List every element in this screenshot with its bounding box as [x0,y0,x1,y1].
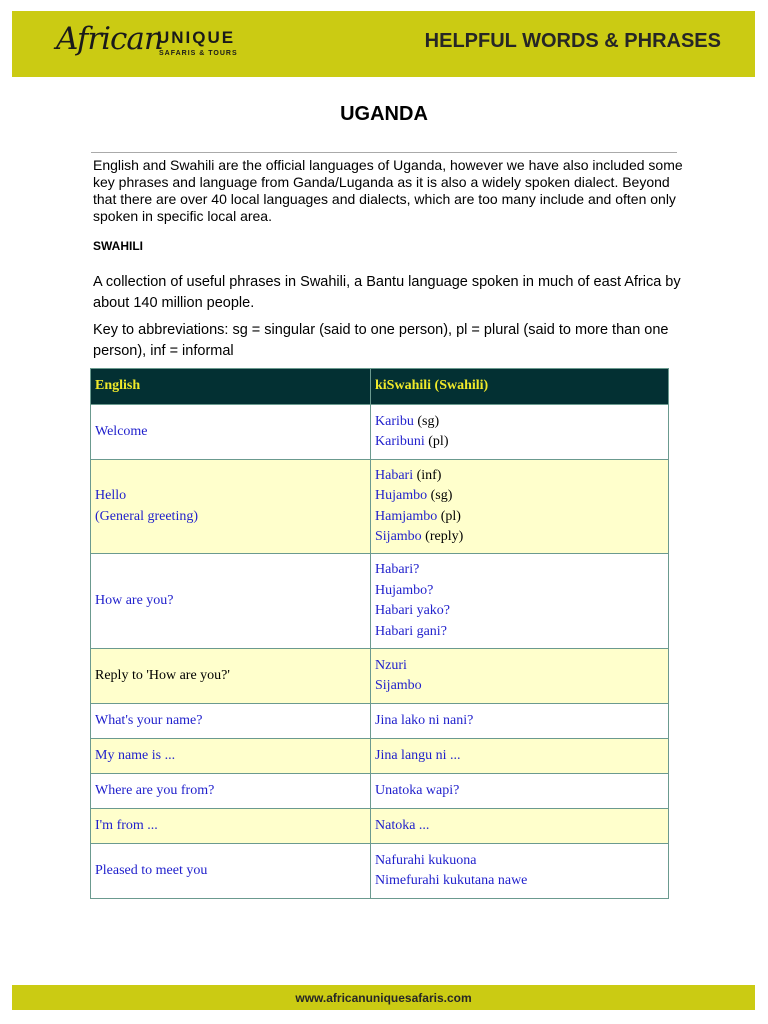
english-text: Reply to 'How are you?' [95,667,230,683]
english-text: My name is ... [95,747,176,763]
logo-script-text: African [56,21,163,57]
table-row [91,405,669,460]
swahili-term: Habari gani? [375,623,447,639]
swahili-cell [371,554,669,649]
swahili-note: (reply) [421,529,464,544]
swahili-term: Karibuni [375,434,425,449]
english-cell [91,704,371,739]
english-text: Where are you from? [95,782,215,798]
table-row [91,460,669,554]
swahili-term: Jina lako ni nani? [375,712,474,728]
page-title: UGANDA [340,103,428,125]
english-text: (General greeting) [95,508,198,524]
page-header [12,11,755,77]
swahili-term: Nzuri [375,657,407,673]
table-row [91,554,669,649]
english-cell [91,405,371,460]
english-cell [91,649,371,704]
english-text: Pleased to meet you [95,862,208,878]
swahili-cell [371,739,669,774]
swahili-term: Hujambo [375,488,428,503]
swahili-cell [371,844,669,899]
swahili-note: (pl) [437,508,461,524]
swahili-term: Habari [375,467,414,483]
column-header-english: English [91,369,371,405]
swahili-cell [371,809,669,844]
swahili-note: (sg) [413,413,440,429]
table-row [91,739,669,774]
swahili-description: A collection of useful phrases in Swahili, a Bantu language spoken in much of east Africa by about 140 million people. [93,274,681,311]
swahili-cell [371,774,669,809]
swahili-cell [371,704,669,739]
swahili-term: Nimefurahi kukutana nawe [375,873,528,888]
phrase-table [90,368,669,899]
swahili-term: Unatoka wapi? [375,782,460,798]
english-text: I'm from ... [95,817,158,833]
english-text: How are you? [95,592,174,608]
english-text: Hello [95,488,127,503]
table-header-row [91,369,669,405]
english-cell [91,460,371,554]
swahili-term: Sijambo [375,678,422,693]
english-cell [91,739,371,774]
swahili-note: (pl) [424,434,449,449]
english-text: Welcome [95,423,148,439]
swahili-term: Habari yako? [375,603,451,618]
swahili-term: Sijambo [375,529,422,544]
english-cell [91,844,371,899]
logo-subtitle: SAFARIS & TOURS [159,50,238,57]
abbreviation-key: Key to abbreviations: sg = singular (said to one person), pl = plural (said to more than one person), inf = informal [93,322,669,359]
page-footer [12,985,755,1010]
logo-brand-text: UNIQUE [157,28,236,47]
swahili-term: Hujambo? [375,582,434,598]
english-text: What's your name? [95,712,203,728]
table-row [91,844,669,899]
header-title: HELPFUL WORDS & PHRASES [424,30,721,52]
swahili-note: (sg) [427,488,453,503]
english-cell [91,554,371,649]
title-divider [91,152,677,153]
table-row [91,809,669,844]
intro-paragraph: English and Swahili are the official languages of Uganda, however we have also included some key phrases and language from Ganda/Luganda as it is also a widely spoken dialect. Beyond that there are over 40 local languages and dialects, which are too many include and often only spoken in specific local area. [93,157,683,224]
swahili-cell [371,649,669,704]
website-link[interactable]: www.africanuniquesafaris.com [295,991,472,1005]
column-header-swahili: kiSwahili (Swahili) [371,369,669,405]
swahili-term: Jina langu ni ... [375,747,461,763]
table-row [91,704,669,739]
swahili-cell [371,405,669,460]
table-row [91,649,669,704]
swahili-term: Hamjambo [375,508,438,524]
swahili-term: Nafurahi kukuona [375,852,477,868]
table-row [91,774,669,809]
section-title: SWAHILI [93,239,143,253]
swahili-note: (inf) [413,467,442,483]
swahili-term: Karibu [375,413,414,429]
swahili-cell [371,460,669,554]
english-cell [91,774,371,809]
english-cell [91,809,371,844]
swahili-term: Habari? [375,562,420,577]
swahili-term: Natoka ... [375,817,430,833]
